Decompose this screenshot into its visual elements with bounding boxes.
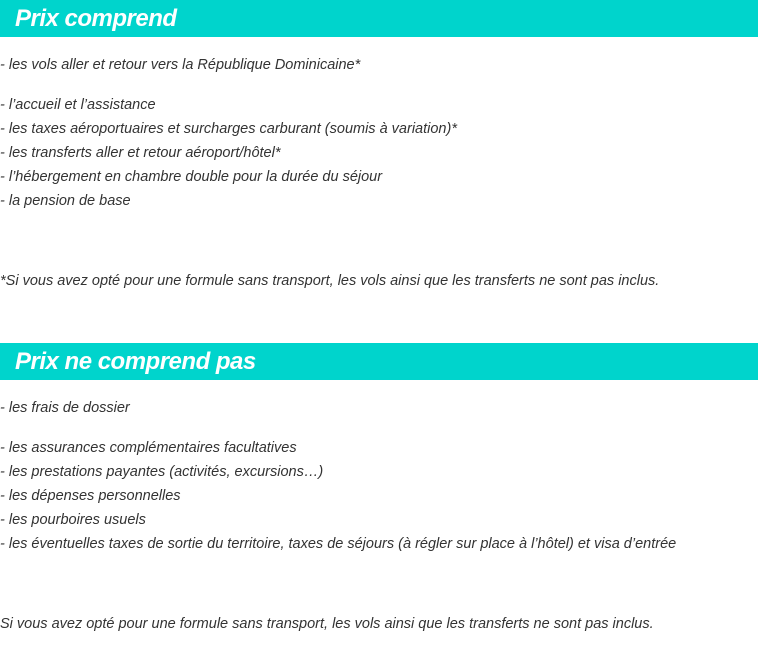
excludes-header	[0, 343, 758, 380]
includes-item: - l’hébergement en chambre double pour la durée du séjour	[0, 169, 383, 185]
excludes-item: - les assurances complémentaires facultatives	[0, 440, 297, 456]
includes-header	[0, 0, 758, 37]
excludes-note: Si vous avez opté pour une formule sans transport, les vols ainsi que les transferts ne sont pas inclus.	[0, 616, 654, 632]
includes-item: - les vols aller et retour vers la République Dominicaine*	[0, 57, 361, 73]
excludes-title: Prix ne comprend pas	[15, 348, 256, 375]
includes-item: - les taxes aéroportuaires et surcharges carburant (soumis à variation)*	[0, 121, 457, 137]
excludes-item: - les frais de dossier	[0, 400, 130, 416]
includes-title: Prix comprend	[15, 5, 177, 32]
excludes-item: - les pourboires usuels	[0, 512, 146, 528]
includes-note: *Si vous avez opté pour une formule sans transport, les vols ainsi que les transferts ne sont pas inclus.	[0, 273, 660, 289]
includes-item: - les transferts aller et retour aéroport/hôtel*	[0, 145, 281, 161]
excludes-item: - les dépenses personnelles	[0, 488, 181, 504]
includes-item: - l’accueil et l’assistance	[0, 97, 156, 113]
includes-item: - la pension de base	[0, 193, 131, 209]
excludes-item: - les éventuelles taxes de sortie du territoire, taxes de séjours (à régler sur place à l’hôtel) et visa d’entrée	[0, 536, 677, 552]
excludes-item: - les prestations payantes (activités, excursions…)	[0, 464, 324, 480]
